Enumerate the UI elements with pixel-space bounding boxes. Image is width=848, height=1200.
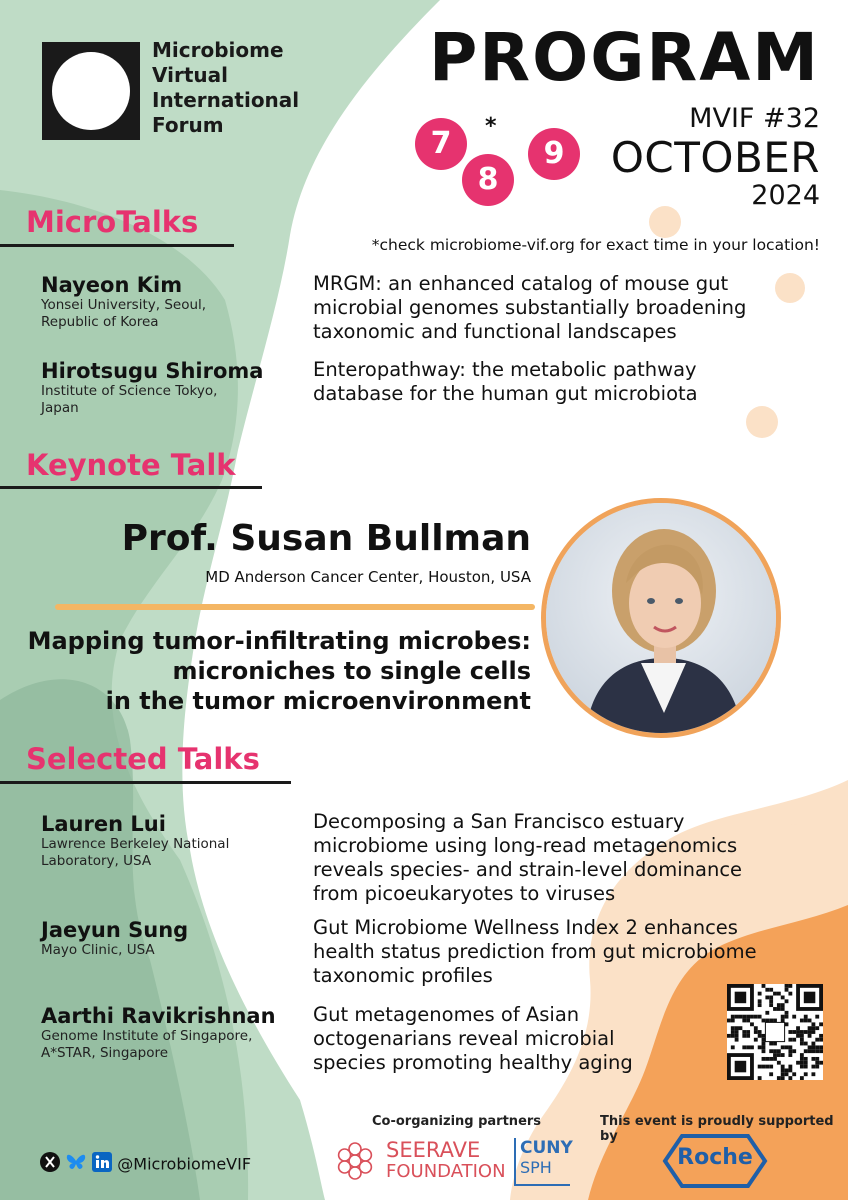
speaker-nayeon-kim <box>41 273 206 331</box>
keynote-title-line: in the tumor microenvironment <box>105 687 531 715</box>
selected-rule <box>0 781 291 784</box>
cuny-sph-logo[interactable] <box>514 1138 573 1186</box>
speaker-lauren-lui <box>41 812 229 870</box>
speaker-affiliation-1: Mayo Clinic, USA <box>41 942 155 958</box>
seerave-mark-icon <box>332 1138 378 1184</box>
selected-heading: Selected Talks <box>26 742 260 776</box>
keynote-heading: Keynote Talk <box>26 448 236 482</box>
talk-line: taxonomic and functional landscapes <box>313 320 677 343</box>
keynote-speaker-name: Prof. Susan Bullman <box>121 518 531 559</box>
speaker-aarthi-ravikrishnan <box>41 1004 276 1062</box>
talk-line: Decomposing a San Francisco estuary <box>313 810 685 833</box>
speaker-name: Hirotsugu Shiroma <box>41 359 264 383</box>
talk-line: taxonomic profiles <box>313 964 493 987</box>
portrait-illustration <box>546 503 776 733</box>
event-month: OCTOBER <box>610 133 820 182</box>
talk-line: MRGM: an enhanced catalog of mouse gut <box>313 272 729 295</box>
roche-logo[interactable] <box>662 1133 768 1193</box>
keynote-rule-orange <box>55 604 535 610</box>
speaker-affiliation-1: Institute of Science Tokyo, <box>41 383 218 399</box>
speaker-name: Nayeon Kim <box>41 273 183 297</box>
talk-line: microbiome using long-read metagenomics <box>313 834 738 857</box>
support-label: This event is proudly supported by <box>600 1114 834 1144</box>
keynote-title-line: Mapping tumor-infiltrating microbes: <box>27 627 531 655</box>
program-title: PROGRAM <box>428 19 820 96</box>
talk-title-hirotsugu-shiroma <box>313 358 698 406</box>
social-links <box>40 1152 251 1176</box>
talk-line: health status prediction from gut microbiome <box>313 940 757 963</box>
qr-code[interactable] <box>727 984 823 1080</box>
speaker-affiliation-2: Laboratory, USA <box>41 853 152 869</box>
seerave-wordmark <box>386 1140 506 1182</box>
microtalks-rule <box>0 244 234 247</box>
org-line-3: International <box>152 88 300 112</box>
x-icon[interactable] <box>40 1152 60 1176</box>
date-day-7: 7 <box>415 118 467 170</box>
talk-line: Enteropathway: the metabolic pathway <box>313 358 697 381</box>
talk-title-aarthi-ravikrishnan <box>313 1003 633 1075</box>
talk-line: octogenarians reveal microbial <box>313 1027 615 1050</box>
seerave-line-1: SEERAVE <box>386 1138 481 1162</box>
keynote-talk-title <box>28 626 531 716</box>
speaker-affiliation-1: Yonsei University, Seoul, <box>41 297 207 313</box>
talk-title-lauren-lui <box>313 810 742 906</box>
logo-circle <box>52 52 130 130</box>
speaker-affiliation-1: Genome Institute of Singapore, <box>41 1028 253 1044</box>
roche-wordmark: Roche <box>677 1145 753 1170</box>
talk-line: Gut metagenomes of Asian <box>313 1003 580 1026</box>
cuny-line-1: CUNY <box>520 1138 573 1158</box>
org-line-4: Forum <box>152 113 224 137</box>
talk-line: species promoting healthy aging <box>313 1051 633 1074</box>
date-day-8: 8 <box>462 154 514 206</box>
talk-line: reveals species- and strain-level dominance <box>313 858 743 881</box>
speaker-jaeyun-sung <box>41 918 188 959</box>
speaker-name: Jaeyun Sung <box>41 918 189 942</box>
keynote-affiliation: MD Anderson Cancer Center, Houston, USA <box>205 568 531 586</box>
event-number: MVIF #32 <box>689 103 820 134</box>
speaker-name: Aarthi Ravikrishnan <box>41 1004 276 1028</box>
date-day-9: 9 <box>528 128 580 180</box>
talk-line: database for the human gut microbiota <box>313 382 698 405</box>
date-asterisk: * <box>485 114 497 139</box>
speaker-affiliation-2: A*STAR, Singapore <box>41 1045 169 1061</box>
org-line-1: Microbiome <box>152 38 284 62</box>
time-note: *check microbiome-vif.org for exact time in your location! <box>371 236 820 254</box>
keynote-rule <box>0 486 262 489</box>
cuny-line-2: SPH <box>520 1158 552 1177</box>
keynote-title-line: microniches to single cells <box>172 657 531 685</box>
speaker-name: Lauren Lui <box>41 812 166 836</box>
speaker-affiliation-1: Lawrence Berkeley National <box>41 836 230 852</box>
seerave-logo[interactable] <box>332 1138 378 1188</box>
linkedin-icon[interactable] <box>92 1152 112 1176</box>
talk-line: microbial genomes substantially broadening <box>313 296 747 319</box>
microtalks-heading: MicroTalks <box>26 205 199 239</box>
speaker-affiliation-2: Republic of Korea <box>41 314 159 330</box>
portrait-photo <box>541 498 781 738</box>
event-year: 2024 <box>751 180 820 211</box>
bluesky-icon[interactable] <box>65 1152 87 1176</box>
speaker-hirotsugu-shiroma <box>41 359 263 417</box>
org-name <box>152 38 299 138</box>
seerave-line-2: FOUNDATION <box>386 1161 506 1182</box>
partners-label: Co-organizing partners <box>372 1114 542 1129</box>
speaker-affiliation-2: Japan <box>41 400 79 416</box>
talk-line: Gut Microbiome Wellness Index 2 enhances <box>313 916 738 939</box>
qr-code-pattern <box>727 984 823 1080</box>
talk-title-nayeon-kim <box>313 272 746 344</box>
org-line-2: Virtual <box>152 63 228 87</box>
talk-title-jaeyun-sung <box>313 916 757 988</box>
social-handle[interactable]: @MicrobiomeVIF <box>117 1154 252 1174</box>
forum-logo <box>42 42 140 140</box>
talk-line: from picoeukaryotes to viruses <box>313 882 616 905</box>
